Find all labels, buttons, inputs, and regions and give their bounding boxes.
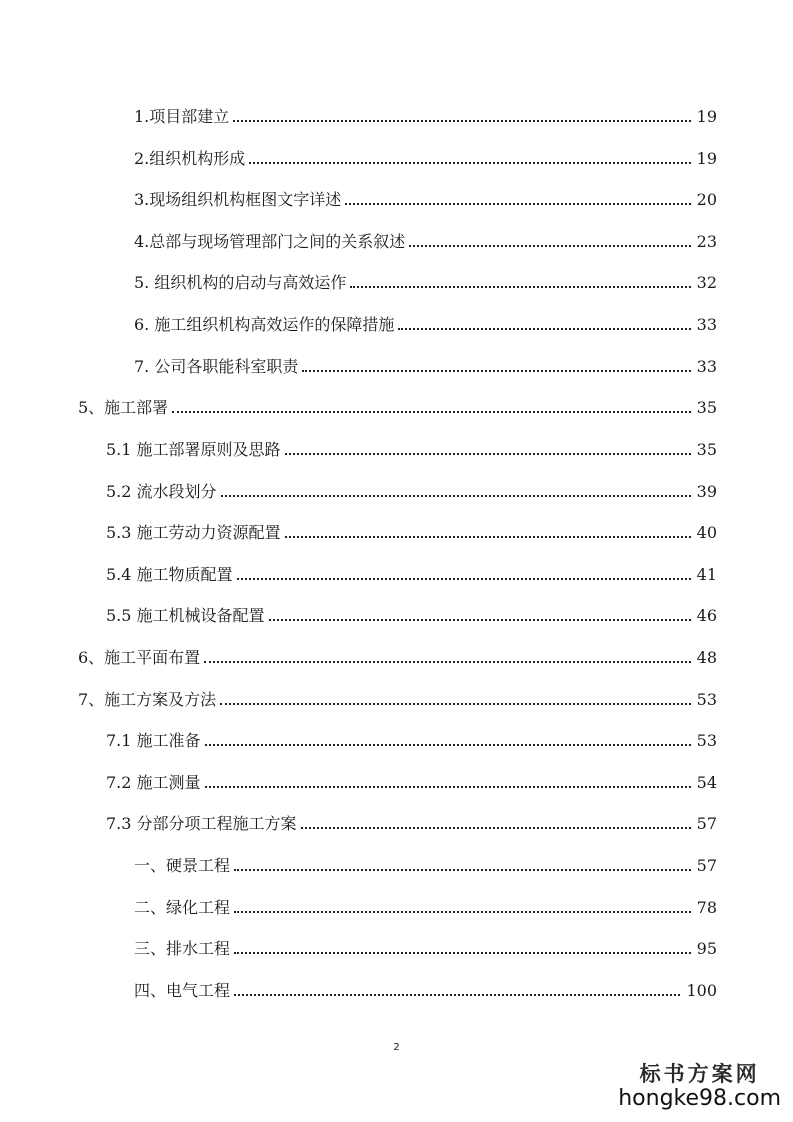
toc-entry-page: 100 — [686, 981, 717, 1000]
toc-entry[interactable] — [134, 853, 717, 877]
toc-entry[interactable] — [106, 562, 717, 586]
toc-entry-page: 32 — [696, 273, 717, 292]
toc-leader — [234, 994, 680, 996]
toc-entry-title: 7.3 分部分项工程施工方案 — [106, 814, 297, 833]
toc-leader — [345, 203, 690, 205]
toc-entry-title: 4.总部与现场管理部门之间的关系叙述 — [134, 232, 406, 251]
toc-entry-page: 53 — [696, 690, 717, 709]
toc-entry-title: 6. 施工组织机构高效运作的保障措施 — [134, 315, 395, 334]
toc-entry-title: 二、绿化工程 — [134, 898, 231, 917]
toc-leader — [233, 120, 690, 122]
toc-entry-page: 23 — [696, 232, 717, 251]
toc-leader — [398, 328, 690, 330]
toc-entry-page: 19 — [696, 149, 717, 168]
toc-entry-title: 三、排水工程 — [134, 939, 231, 958]
toc-leader — [234, 869, 691, 871]
toc-leader — [285, 453, 691, 455]
toc-leader — [301, 827, 691, 829]
toc-entry-title: 5、施工部署 — [78, 398, 169, 417]
toc-entry-title: 7.1 施工准备 — [106, 731, 201, 750]
toc-entry[interactable] — [106, 811, 717, 835]
toc-entry-page: 57 — [696, 856, 717, 875]
toc-entry-title: 5.2 流水段划分 — [106, 482, 217, 501]
toc-leader — [234, 952, 691, 954]
toc-entry[interactable] — [78, 395, 717, 419]
toc-entry-page: 33 — [696, 315, 717, 334]
toc-entry-title: 6、施工平面布置 — [78, 648, 201, 667]
toc-entry-title: 5.1 施工部署原则及思路 — [106, 440, 281, 459]
toc-leader — [172, 411, 690, 413]
toc-entry-title: 四、电气工程 — [134, 981, 231, 1000]
toc-entry[interactable] — [134, 270, 717, 294]
toc-entry-title: 3.现场组织机构框图文字详述 — [134, 190, 342, 209]
toc-leader — [221, 495, 691, 497]
toc-entry-title: 5. 组织机构的启动与高效运作 — [134, 273, 347, 292]
toc-entry[interactable] — [134, 895, 717, 919]
toc-entry-page: 57 — [696, 814, 717, 833]
toc-entry[interactable] — [134, 187, 717, 211]
toc-leader — [285, 536, 691, 538]
toc-leader — [204, 661, 690, 663]
watermark-title: 标书方案网 — [639, 1061, 760, 1086]
toc-leader — [237, 578, 691, 580]
toc-entry-page: 46 — [696, 606, 717, 625]
toc-entry-page: 40 — [696, 523, 717, 542]
toc-entry[interactable] — [134, 146, 717, 170]
toc-entry[interactable] — [78, 687, 717, 711]
toc-entry[interactable] — [134, 229, 717, 253]
toc-entry-title: 7. 公司各职能科室职责 — [134, 357, 299, 376]
toc-entry-title: 7.2 施工测量 — [106, 773, 201, 792]
toc-leader — [220, 703, 690, 705]
toc-entry-title: 一、硬景工程 — [134, 856, 231, 875]
toc-entry-page: 39 — [696, 482, 717, 501]
toc-entry[interactable] — [106, 770, 717, 794]
toc-entry-page: 33 — [696, 357, 717, 376]
toc-entry-page: 48 — [696, 648, 717, 667]
toc-entry[interactable] — [106, 520, 717, 544]
toc-leader — [409, 245, 690, 247]
toc-leader — [302, 370, 690, 372]
toc-entry-title: 7、施工方案及方法 — [78, 690, 217, 709]
toc-entry-title: 5.4 施工物质配置 — [106, 565, 233, 584]
toc-entry-page: 41 — [696, 565, 717, 584]
toc-entry-page: 78 — [696, 898, 717, 917]
toc-entry[interactable] — [106, 603, 717, 627]
toc-leader — [234, 911, 691, 913]
toc-entry-title: 2.组织机构形成 — [134, 149, 246, 168]
toc-leader — [350, 286, 690, 288]
toc-entry[interactable] — [134, 354, 717, 378]
toc-entry[interactable] — [78, 645, 717, 669]
toc-entry-title: 1.项目部建立 — [134, 107, 230, 126]
toc-entry[interactable] — [106, 479, 717, 503]
toc-entry[interactable] — [134, 312, 717, 336]
toc-entry-page: 53 — [696, 731, 717, 750]
watermark-url: hongke98.com — [618, 1086, 781, 1111]
toc-entry[interactable] — [134, 104, 717, 128]
toc-entry-page: 35 — [696, 440, 717, 459]
toc-entry[interactable] — [134, 978, 717, 1002]
toc-entry-page: 95 — [696, 939, 717, 958]
toc-entry[interactable] — [106, 728, 717, 752]
toc-entry[interactable] — [106, 437, 717, 461]
watermark — [618, 1062, 781, 1112]
toc-entry-title: 5.5 施工机械设备配置 — [106, 606, 265, 625]
toc-entry[interactable] — [134, 936, 717, 960]
toc-leader — [269, 619, 691, 621]
toc-entry-title: 5.3 施工劳动力资源配置 — [106, 523, 281, 542]
toc-entry-page: 54 — [696, 773, 717, 792]
toc-entry-page: 19 — [696, 107, 717, 126]
toc-entry-page: 35 — [696, 398, 717, 417]
toc-leader — [249, 162, 690, 164]
toc-leader — [205, 744, 691, 746]
toc-entry-page: 20 — [696, 190, 717, 209]
page-number: 2 — [393, 1042, 400, 1053]
toc-leader — [205, 786, 691, 788]
